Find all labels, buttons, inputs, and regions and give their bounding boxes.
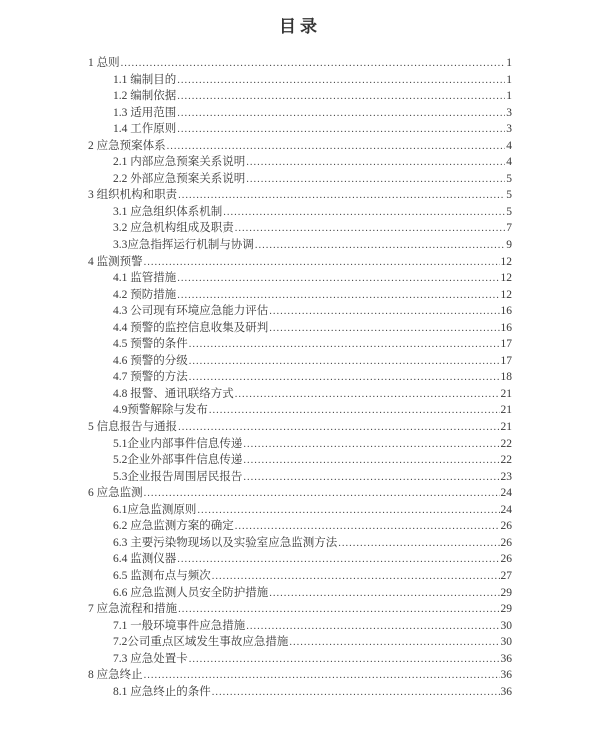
toc-entry-page: 21 — [500, 387, 512, 400]
dot-leader — [189, 353, 500, 371]
toc-entry-label: 4.2 预防措施 — [113, 288, 177, 301]
toc-entry[interactable] — [88, 585, 512, 602]
toc-entry[interactable] — [88, 419, 512, 436]
toc-entry-page: 17 — [500, 354, 512, 367]
dot-leader — [144, 485, 500, 503]
toc-entry-page: 29 — [500, 603, 512, 616]
toc-entry-label: 4.8 报警、通讯联络方式 — [113, 387, 234, 400]
page-title: 目录 — [279, 17, 321, 36]
toc-entry[interactable] — [88, 601, 512, 618]
toc-entry-label: 5.1企业内部事件信息传递 — [113, 437, 243, 450]
toc-entry-label: 6.6 应急监测人员安全防护措施 — [113, 586, 269, 599]
toc-entry[interactable] — [88, 88, 512, 105]
toc-entry-page: 22 — [500, 454, 512, 467]
toc-entry[interactable] — [88, 452, 512, 469]
toc-entry-label: 5.2企业外部事件信息传递 — [113, 454, 243, 467]
toc-entry[interactable] — [88, 436, 512, 453]
dot-leader — [167, 138, 506, 156]
toc-entry-page: 26 — [500, 553, 512, 566]
toc-entry[interactable] — [88, 518, 512, 535]
toc-entry-page: 16 — [500, 321, 512, 334]
toc-entry[interactable] — [88, 535, 512, 552]
dot-leader — [269, 320, 499, 338]
toc-entry[interactable] — [88, 634, 512, 651]
toc-entry-page: 3 — [506, 106, 512, 119]
toc-entry-page: 3 — [506, 123, 512, 136]
dot-leader — [178, 601, 499, 619]
toc-entry-label: 4.4 预警的监控信息收集及研判 — [113, 321, 269, 334]
toc-entry-page: 4 — [506, 156, 512, 169]
dot-leader — [177, 270, 499, 288]
toc-entry-label: 3.3应急指挥运行机制与协调 — [113, 239, 254, 252]
toc-entry-page: 12 — [500, 272, 512, 285]
toc-entry-page: 24 — [500, 487, 512, 500]
toc-entry-label: 7.1 一般环境事件应急措施 — [113, 619, 246, 632]
dot-leader — [223, 204, 505, 222]
toc-entry-label: 4.5 预警的条件 — [113, 338, 188, 351]
toc-entry-label: 7.2公司重点区域发生事故应急措施 — [113, 636, 289, 649]
toc-entry-label: 4.9预警解除与发布 — [113, 404, 208, 417]
toc-entry-label: 4 监测预警 — [88, 255, 143, 268]
toc-entry-page: 12 — [500, 255, 512, 268]
toc-entry-page: 16 — [500, 305, 512, 318]
dot-leader — [178, 419, 499, 437]
dot-leader — [235, 518, 500, 536]
toc-entry-label: 8.1 应急终止的条件 — [113, 685, 211, 698]
dot-leader — [177, 551, 499, 569]
dot-leader — [338, 535, 499, 553]
toc-entry-page: 18 — [500, 371, 512, 384]
toc-entry-label: 8 应急终止 — [88, 669, 143, 682]
toc-entry-label: 1.4 工作原则 — [113, 123, 177, 136]
dot-leader — [246, 171, 505, 189]
dot-leader — [235, 220, 506, 238]
dot-leader — [189, 369, 500, 387]
toc-entry[interactable] — [88, 303, 512, 320]
toc-entry-page: 22 — [500, 437, 512, 450]
toc-entry[interactable] — [88, 105, 512, 122]
dot-leader — [243, 452, 499, 470]
toc-entry-page: 36 — [500, 685, 512, 698]
dot-leader — [144, 254, 500, 272]
toc-entry-label: 4.3 公司现有环境应急能力评估 — [113, 305, 269, 318]
dot-leader — [144, 667, 500, 685]
toc-entry[interactable] — [88, 254, 512, 271]
toc-entry-page: 4 — [506, 139, 512, 152]
toc-entry[interactable] — [88, 138, 512, 155]
toc-entry[interactable] — [88, 121, 512, 138]
toc-entry[interactable] — [88, 220, 512, 237]
toc-entry[interactable] — [88, 485, 512, 502]
toc-entry-page: 26 — [500, 536, 512, 549]
dot-leader — [189, 651, 500, 669]
toc-entry[interactable] — [88, 651, 512, 668]
toc-entry-page: 5 — [506, 172, 512, 185]
dot-leader — [178, 187, 505, 205]
toc-entry[interactable] — [88, 402, 512, 419]
dot-leader — [177, 105, 505, 123]
toc-entry[interactable] — [88, 469, 512, 486]
toc-entry-label: 7 应急流程和措施 — [88, 603, 178, 616]
toc-entry-page: 21 — [500, 404, 512, 417]
toc-entry[interactable] — [88, 369, 512, 386]
toc-entry[interactable] — [88, 667, 512, 684]
toc-entry-label: 4.1 监管措施 — [113, 272, 177, 285]
toc-entry-page: 1 — [506, 57, 512, 69]
toc-entry-page: 30 — [500, 636, 512, 649]
toc-entry-page: 9 — [506, 239, 512, 252]
dot-leader — [209, 402, 500, 420]
dot-leader — [246, 618, 499, 636]
toc-entry[interactable] — [88, 568, 512, 585]
dot-leader — [177, 88, 505, 106]
dot-leader — [289, 634, 499, 652]
dot-leader — [212, 684, 500, 702]
dot-leader — [177, 72, 505, 90]
dot-leader — [212, 568, 500, 586]
toc-entry-page: 21 — [500, 421, 512, 434]
toc-entry-page: 36 — [500, 652, 512, 665]
toc-entry[interactable] — [88, 320, 512, 337]
dot-leader — [235, 386, 500, 404]
toc-entry-page: 24 — [500, 503, 512, 516]
toc-entry-label: 3.1 应急组织体系机制 — [113, 205, 223, 218]
toc-entry-label: 2 应急预案体系 — [88, 139, 166, 152]
toc-entry-page: 29 — [500, 586, 512, 599]
toc-entry[interactable] — [88, 270, 512, 287]
toc-entry-label: 5 信息报告与通报 — [88, 421, 178, 434]
toc-entry-label: 6.1应急监测原则 — [113, 503, 197, 516]
toc-entry-label: 1.1 编制目的 — [113, 73, 177, 86]
toc-entry[interactable] — [88, 684, 512, 701]
dot-leader — [177, 287, 499, 305]
toc-entry[interactable] — [88, 154, 512, 171]
toc-entry[interactable] — [88, 618, 512, 635]
toc-entry[interactable] — [88, 287, 512, 304]
toc-entry-label: 1.3 适用范围 — [113, 106, 177, 119]
dot-leader — [269, 303, 499, 321]
toc-entry-label: 4.6 预警的分级 — [113, 354, 188, 367]
toc-entry-page: 36 — [500, 669, 512, 682]
toc-entry-page: 1 — [506, 73, 512, 86]
toc-entry-label: 4.7 预警的方法 — [113, 371, 188, 384]
dot-leader — [246, 154, 505, 172]
toc-entry-label: 6.3 主要污染物现场以及实验室应急监测方法 — [113, 536, 338, 549]
toc-entry-page: 23 — [500, 470, 512, 483]
toc-entry[interactable] — [88, 171, 512, 188]
toc-entry[interactable] — [88, 502, 512, 519]
dot-leader — [189, 336, 500, 354]
dot-leader — [243, 469, 499, 487]
toc-entry[interactable] — [88, 187, 512, 204]
toc-entry-label: 6.2 应急监测方案的确定 — [113, 520, 234, 533]
dot-leader — [177, 121, 505, 139]
toc-entry-label: 7.3 应急处置卡 — [113, 652, 188, 665]
toc-entry[interactable] — [88, 353, 512, 370]
toc-entry-label: 2.1 内部应急预案关系说明 — [113, 156, 246, 169]
dot-leader — [269, 585, 499, 603]
toc-entry[interactable] — [88, 237, 512, 254]
toc-entry-page: 26 — [500, 520, 512, 533]
table-of-contents — [0, 55, 600, 700]
toc-entry[interactable] — [88, 55, 512, 72]
toc-entry-page: 12 — [500, 288, 512, 301]
toc-entry[interactable] — [88, 336, 512, 353]
toc-entry-page: 17 — [500, 338, 512, 351]
toc-entry-label: 6.4 监测仪器 — [113, 553, 177, 566]
toc-entry-label: 6 应急监测 — [88, 487, 143, 500]
toc-entry[interactable] — [88, 72, 512, 89]
toc-entry-page: 7 — [506, 222, 512, 235]
toc-entry[interactable] — [88, 551, 512, 568]
toc-entry-page: 27 — [500, 569, 512, 582]
toc-entry-label: 1.2 编制依据 — [113, 90, 177, 103]
toc-entry[interactable] — [88, 204, 512, 221]
toc-entry-page: 5 — [506, 205, 512, 218]
toc-entry-label: 3 组织机构和职责 — [88, 189, 178, 202]
toc-entry-label: 3.2 应急机构组成及职责 — [113, 222, 234, 235]
toc-entry-label: 1 总则 — [88, 57, 120, 69]
toc-entry-page: 5 — [506, 189, 512, 202]
toc-entry-page: 30 — [500, 619, 512, 632]
dot-leader — [255, 237, 505, 255]
toc-entry-page: 1 — [506, 90, 512, 103]
dot-leader — [121, 55, 506, 73]
dot-leader — [197, 502, 499, 520]
toc-entry-label: 5.3企业报告周围居民报告 — [113, 470, 243, 483]
dot-leader — [243, 436, 499, 454]
toc-entry-label: 6.5 监测布点与频次 — [113, 569, 211, 582]
toc-entry[interactable] — [88, 386, 512, 403]
toc-entry-label: 2.2 外部应急预案关系说明 — [113, 172, 246, 185]
